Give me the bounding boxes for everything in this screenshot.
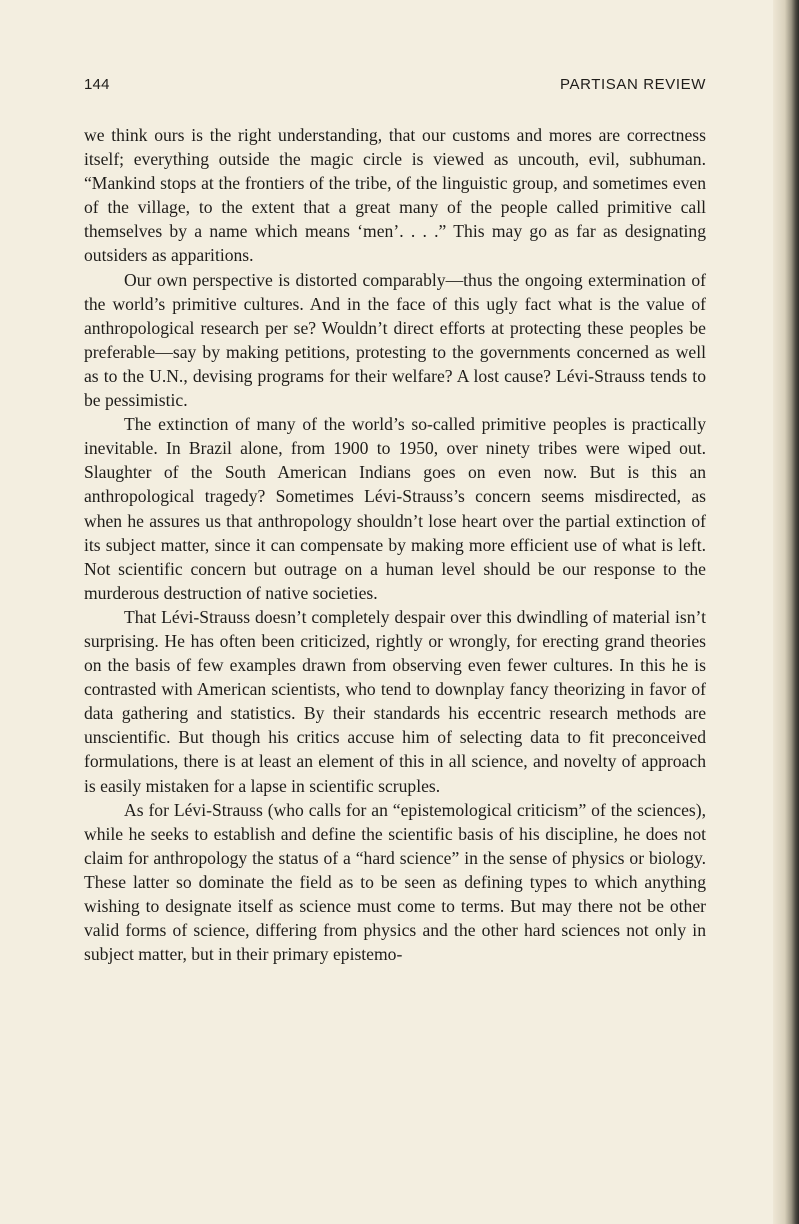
paragraph-5: As for Lévi-Strauss (who calls for an “epistemological criticism” of the sciences), while he seeks to establish and define the scientific basis of his discipline, he does not claim for anthropology the status of a “hard science” in the sense of physics or biology. These latter so dominate the field as to be seen as defining types to which anything wishing to designate itself as science must come to terms. But may there not be other valid forms of science, differing from physics and the other hard sciences not only in subject matter, but in their primary epistemo-: [84, 799, 706, 965]
page-edge-shadow: [773, 0, 799, 1224]
body-text: [84, 123, 706, 966]
paragraph-4: That Lévi-Strauss doesn’t completely despair over this dwindling of material isn’t surprising. He has often been criticized, rightly or wrongly, for erecting grand theories on the basis of few examples drawn from observing even fewer cultures. In this he is contrasted with American scientists, who tend to downplay fancy theorizing in favor of data gathering and statistics. By their standards his eccentric research methods are unscientific. But though his critics accuse him of selecting data to fit preconceived formulations, there is at least an element of this in all science, and novelty of approach is easily mistaken for a lapse in scientific scruples.: [84, 606, 706, 796]
journal-title: PARTISAN REVIEW: [560, 76, 706, 93]
running-header: [84, 76, 706, 100]
paragraph-1: we think ours is the right understanding, that our customs and mores are correctness itself; everything outside the magic circle is viewed as uncouth, evil, subhuman. “Mankind stops at the frontiers of the tribe, of the linguistic group, and sometimes even of the village, to the extent that a great many of the people called primitive call themselves by a name which means ‘men’. . . .” This may go as far as designating outsiders as apparitions.: [84, 125, 706, 266]
paragraph-2: Our own perspective is distorted comparably—thus the ongoing extermination of the world’s primitive cultures. And in the face of this ugly fact what is the value of anthropological research per se? Wouldn’t direct efforts at protecting these peoples be preferable—say by making petitions, protesting to the governments concerned as well as to the U.N., devising programs for their welfare? A lost cause? Lévi-Strauss tends to be pessimistic.: [84, 269, 706, 411]
page-number: 144: [84, 76, 110, 93]
paragraph-3: The extinction of many of the world’s so-called primitive peoples is practically inevitable. In Brazil alone, from 1900 to 1950, over ninety tribes were wiped out. Slaughter of the South American Indians goes on even now. But is this an anthropological tragedy? Sometimes Lévi-Strauss’s concern seems misdirected, as when he assures us that anthropology shouldn’t lose heart over the partial extinction of its subject matter, since it can compensate by making more efficient use of what is left. Not scientific concern but outrage on a human level should be our response to the murderous destruction of native societies.: [84, 414, 706, 603]
